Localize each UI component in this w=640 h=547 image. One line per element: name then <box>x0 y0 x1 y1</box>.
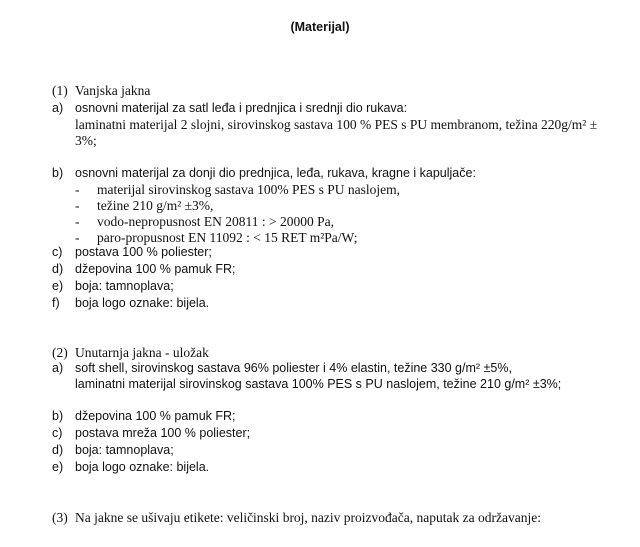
list-item-text: džepovina 100 % pamuk FR; <box>75 262 236 276</box>
list-item-1a-line2: laminatni materijal 2 slojni, sirovinskog sastava 100 % PES s PU membranom, težina 220g/m² ± <box>75 117 598 132</box>
list-marker: d) <box>52 262 64 276</box>
list-marker: f) <box>52 296 60 310</box>
list-item-text: boja logo oznake: bijela. <box>75 460 210 474</box>
list-item-2a-line2: laminatni materijal sirovinskog sastava 100% PES s PU naslojem, težine 210 g/m² ±3%; <box>75 377 562 391</box>
list-marker: a) <box>52 361 64 375</box>
list-marker: e) <box>52 279 64 293</box>
section-text: Na jakne se ušivaju etikete: veličinski broj, naziv proizvođača, naputak za održavanje: <box>75 510 541 525</box>
section-title: Unutarnja jakna - uložak <box>75 345 209 360</box>
list-item-text: osnovni materijal za satl leđa i prednjica i srednji dio rukava: <box>75 101 408 115</box>
list-item-text: boja: tamnoplava; <box>75 443 174 457</box>
bullet-dash: - <box>75 198 80 213</box>
list-item-text: postava mreža 100 % poliester; <box>75 426 251 440</box>
list-item-text: boja logo oznake: bijela. <box>75 296 210 310</box>
bullet-text: materijal sirovinskog sastava 100% PES s PU naslojem, <box>97 182 400 197</box>
section-number: (3) <box>52 510 68 525</box>
list-marker: b) <box>52 409 64 423</box>
list-item-text: džepovina 100 % pamuk FR; <box>75 409 236 423</box>
list-marker: c) <box>52 245 63 259</box>
section-title: Vanjska jakna <box>75 83 151 98</box>
list-item-text: osnovni materijal za donji dio prednjica, leđa, rukava, kragne i kapuljače: <box>75 166 476 180</box>
document-title: (Materijal) <box>290 20 350 34</box>
list-marker: b) <box>52 166 64 180</box>
list-marker: c) <box>52 426 63 440</box>
bullet-text: vodo-nepropusnost EN 20811 : > 20000 Pa, <box>97 214 334 229</box>
list-item-text: soft shell, sirovinskog sastava 96% poliester i 4% elastin, težine 330 g/m² ±5%, <box>75 361 512 375</box>
list-item-text: boja: tamnoplava; <box>75 279 174 293</box>
section-number: (2) <box>52 345 68 360</box>
list-marker: a) <box>52 101 64 115</box>
section-2-heading <box>52 345 209 360</box>
section-1-heading <box>52 83 151 98</box>
bullet-text: težine 210 g/m² ±3%, <box>97 198 214 213</box>
section-number: (1) <box>52 83 68 98</box>
bullet-dash: - <box>75 182 80 197</box>
bullet-text: paro-propusnost EN 11092 : < 15 RET m²Pa/W; <box>97 230 358 245</box>
list-item-1a-line3: 3%; <box>75 133 97 148</box>
section-3-heading <box>52 510 541 525</box>
list-marker: d) <box>52 443 64 457</box>
list-marker: e) <box>52 460 64 474</box>
bullet-dash: - <box>75 230 80 245</box>
list-item-text: postava 100 % poliester; <box>75 245 212 259</box>
bullet-dash: - <box>75 214 80 229</box>
